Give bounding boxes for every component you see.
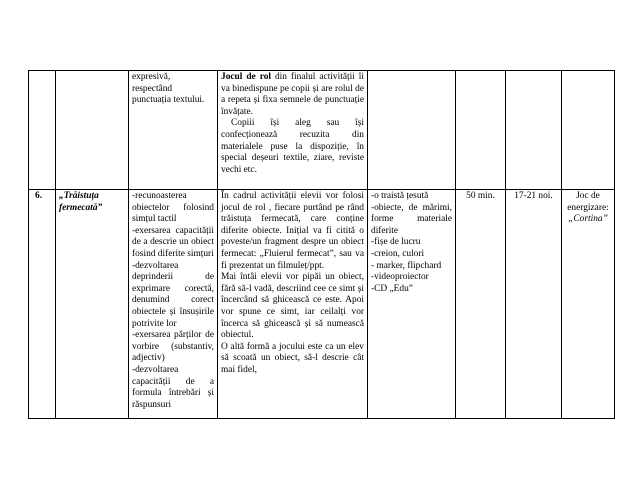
activity-title: „Trăistuța fermecată” — [56, 190, 129, 419]
duration-cell — [456, 71, 506, 190]
date-cell — [506, 71, 562, 190]
objective-line: -dezvoltarea capacității de a formula întrebări și răspunsuri — [132, 364, 214, 410]
objectives-cell — [129, 190, 218, 419]
activity-cell — [218, 190, 368, 419]
table-row — [29, 190, 615, 419]
resource-item: -obiecte, de mărimi, forme materiale diferite — [371, 202, 452, 236]
objective-line: -exersarea părților de vorbire (substantiv, adjectiv) — [132, 330, 214, 364]
activity-paragraph: Copiii își aleg sau își confecționează recuzita din materialele puse la dispoziție, în special deșeuri textile, ziare, reviste vechi etc. — [221, 118, 364, 175]
lesson-plan-table — [28, 70, 615, 419]
resources-cell — [368, 190, 456, 419]
method-title: Jocul de rol — [221, 72, 271, 82]
energizer-label: Joc de energizare: — [567, 191, 609, 213]
duration-cell: 50 min. — [456, 190, 506, 419]
activity-paragraph: Mai întâi elevii vor pipăi un obiect, fără să-l vadă, descriind cee ce simt și încercând să ghicească ce este. Apoi vor spune ce simt, iar ceilalți vor încerca să ghicească și să numească obiectul. — [221, 272, 364, 341]
objective-line: respectând — [132, 83, 173, 94]
number-cell — [29, 71, 56, 190]
resource-item: -videoproiector — [371, 272, 429, 283]
energizer-name: „Cortina” — [568, 214, 608, 225]
title-cell — [56, 71, 129, 190]
objective-line: -dezvoltarea deprinderii de exprimare corectă, denumind corect obiectele și însușirile potrivite lor — [132, 260, 214, 329]
activity-paragraph — [221, 72, 364, 118]
number-cell: 6. — [29, 190, 56, 419]
objective-line: -exersarea capacității de a descrie un obiect fosind diferite simțuri — [132, 225, 214, 259]
activity-paragraph: În cadrul activității elevii vor folosi jocul de rol , fiecare purtând pe rând trăistuța fermecată, care conține diferite obiecte. Inițial va fi citită o poveste/un fragment despre un obiect fermecat: „Fluierul fermecat”, sau va fi prezentat un filmuleț/ppt. — [221, 191, 364, 271]
method-text: din finalul activității îi va binedispune pe copii și are rolul de a repeta și fixa semnele de punctuație învățate. — [221, 72, 364, 117]
resource-item: -o traistă țesută — [371, 191, 429, 201]
resource-item: -CD „Edu” — [371, 283, 413, 294]
objectives-cell — [129, 71, 218, 190]
activity-paragraph: O altă formă a jocului este ca un elev să scoată un obiect, să-l descrie cât mai fidel, — [221, 341, 364, 375]
resource-item: - marker, flipchard — [371, 260, 442, 271]
resources-cell — [368, 71, 456, 190]
objective-line: punctuația textului. — [132, 95, 205, 106]
objective-line: -recunoasterea obiectelor folosind simțul tactil — [132, 191, 214, 225]
notes-cell — [562, 71, 615, 190]
date-cell: 17-21 noi. — [506, 190, 562, 419]
resource-item: -creion, culori — [371, 248, 425, 259]
table-row — [29, 71, 615, 190]
activity-cell — [218, 71, 368, 190]
objective-line: expresivă, — [132, 72, 171, 82]
notes-cell — [562, 190, 615, 419]
resource-item: -fișe de lucru — [371, 237, 421, 248]
